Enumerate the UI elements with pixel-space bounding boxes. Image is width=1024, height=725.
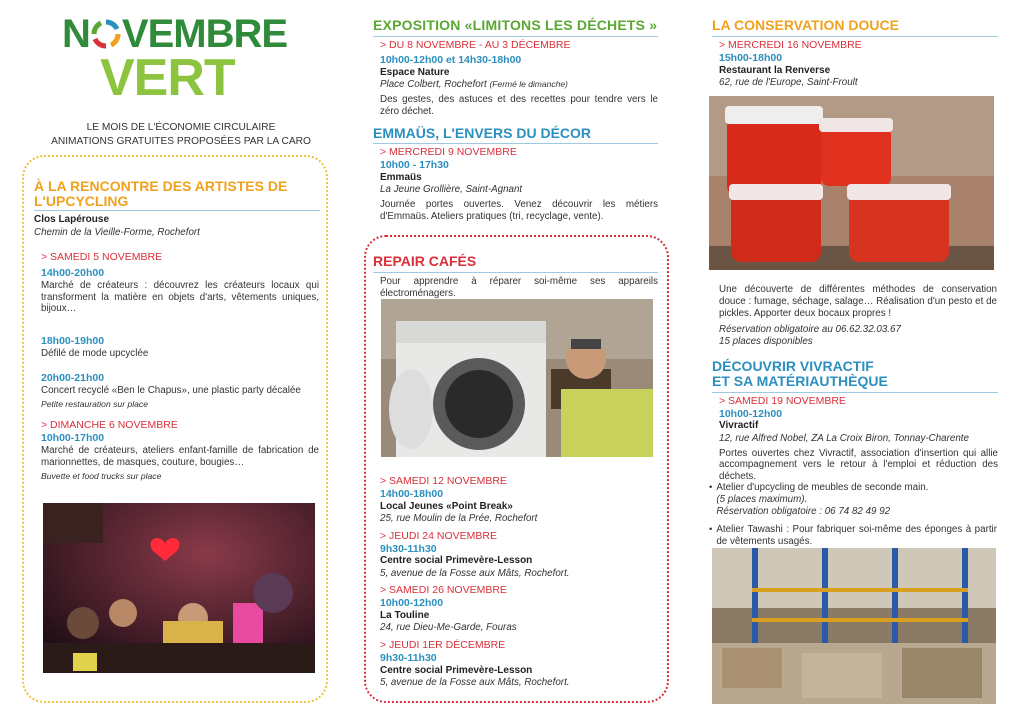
date-label: > MERCREDI 9 NOVEMBRE: [380, 146, 517, 159]
conservation-title: LA CONSERVATION DOUCE: [712, 17, 899, 33]
bullet-text: Atelier d'upcycling de meubles de seconde main.: [716, 482, 929, 493]
vivractif-address: 12, rue Alfred Nobel, ZA La Croix Biron, Tonnay-Charente: [719, 432, 969, 444]
date-label: > JEUDI 24 NOVEMBRE: [380, 529, 497, 542]
repair-session: [380, 530, 660, 580]
date-label: > SAMEDI 12 NOVEMBRE: [380, 475, 507, 487]
materiautheque-photo: [712, 548, 996, 704]
time-label: 15h00-18h00: [719, 51, 783, 64]
session-address: 25, rue Moulin de la Prée, Rochefort: [380, 512, 538, 524]
divider: [34, 210, 320, 211]
divider: [373, 143, 658, 144]
event-note: Buvette et food trucks sur place: [41, 470, 162, 481]
logo: [62, 14, 302, 106]
date-label: > SAMEDI 19 NOVEMBRE: [719, 394, 846, 407]
logo-line1: VEMBRE: [121, 12, 288, 56]
intro-line2: ANIMATIONS GRATUITES PROPOSÉES PAR LA CARO: [51, 135, 311, 147]
event-description: Marché de créateurs, ateliers enfant-famille de fabrication de marionnettes, de masques, couture, bougies…: [41, 444, 319, 468]
list-item: [709, 482, 997, 518]
time-label: 10h00-12h00: [719, 407, 783, 420]
session-address: 5, avenue de la Fosse aux Mâts, Rochefort.: [380, 567, 570, 579]
artistes-address: Chemin de la Vieille-Forme, Rochefort: [34, 226, 200, 238]
time-label: 10h00-17h00: [41, 432, 105, 445]
repair-photo: [381, 299, 653, 457]
date-label: > DU 8 NOVEMBRE - AU 3 DÉCEMBRE: [380, 39, 571, 52]
emmaus-title: EMMAÜS, L'ENVERS DU DÉCOR: [373, 125, 592, 141]
bullet-icon: •: [709, 523, 713, 535]
repair-session: [380, 584, 660, 634]
conservation-address: 62, rue de l'Europe, Saint-Froult: [719, 76, 858, 88]
bullet-icon: •: [709, 482, 713, 493]
event-description: Portes ouvertes chez Vivractif, association d'insertion qui allie accompagnement vers le retour à l'emploi et réduction des déchets.: [719, 447, 998, 483]
vivractif-section: [712, 359, 998, 483]
divider: [373, 272, 658, 273]
event-description: Une découverte de différentes méthodes de conservation douce : fumage, séchage, salage… Réalisation d'un pesto et de pickles. Apporter deux bocaux propres !: [719, 284, 997, 319]
date-label: > SAMEDI 5 NOVEMBRE: [41, 251, 163, 263]
session-place: La Touline: [380, 610, 430, 622]
session-place: Centre social Primevère-Lesson: [380, 664, 533, 676]
emmaus-section: [373, 126, 658, 223]
artistes-section: [34, 179, 320, 239]
event-description: Concert recyclé «Ben le Chapus», une plastic party décalée: [41, 384, 301, 396]
vivractif-bullets: [709, 482, 997, 548]
repair-title: REPAIR CAFÉS: [373, 253, 477, 269]
conservation-details: [719, 284, 997, 348]
time-label: 20h00-21h00: [41, 372, 105, 385]
event-description: Marché de créateurs : découvrez les créateurs locaux qui transforment la matière en objets d'arts, vêtements uniques, bijoux…: [41, 279, 319, 315]
upcycling-party-photo: [43, 503, 315, 673]
time-label: 18h00-19h00: [41, 335, 105, 348]
vivractif-place: Vivractif: [719, 420, 759, 432]
expo-address: Place Colbert, Rochefort (Fermé le dimanche): [380, 78, 568, 90]
repair-session: [380, 475, 660, 525]
intro: [36, 121, 326, 149]
expo-section: [373, 17, 658, 118]
vivractif-title-1: DÉCOUVRIR VIVRACTIF: [712, 358, 874, 374]
date-label: > MERCREDI 16 NOVEMBRE: [719, 39, 862, 52]
artistes-place: Clos Lapérouse: [34, 214, 110, 226]
repair-section: [373, 253, 658, 300]
date-label: > SAMEDI 26 NOVEMBRE: [380, 584, 507, 597]
bullet-note: Réservation obligatoire : 06 74 82 49 92: [716, 505, 891, 517]
event-description: Des gestes, des astuces et des recettes pour tendre vers le zéro déchet.: [380, 93, 658, 117]
event-description: Journée portes ouvertes. Venez découvrir les métiers d'Emmaüs. Ateliers pratiques (tri, recyclage, vente).: [380, 199, 658, 223]
repair-description: Pour apprendre à réparer soi-même ses appareils électroménagers.: [380, 276, 658, 300]
time-label: 9h30-11h30: [380, 651, 437, 664]
repair-session: [380, 639, 660, 689]
session-address: 24, rue Dieu-Me-Garde, Fouras: [380, 622, 517, 634]
time-label: 10h00 - 17h30: [380, 159, 449, 172]
bullet-note: (5 places maximum).: [716, 493, 808, 505]
logo-letter-n: N: [62, 12, 90, 56]
divider: [712, 392, 998, 393]
intro-line1: LE MOIS DE L'ÉCONOMIE CIRCULAIRE: [86, 122, 276, 133]
conservation-place: Restaurant la Renverse: [719, 64, 831, 76]
event-note: Petite restauration sur place: [41, 398, 149, 409]
emmaus-address: La Jeune Grollière, Saint-Agnant: [380, 184, 523, 196]
session-place: Local Jeunes «Point Break»: [380, 500, 513, 512]
expo-place: Espace Nature: [380, 66, 450, 78]
jars-photo: [709, 96, 994, 270]
time-label: 14h00-18h00: [380, 487, 444, 500]
artistes-program: [41, 251, 319, 481]
repair-sessions: [380, 475, 660, 689]
divider: [712, 36, 998, 37]
date-label: > DIMANCHE 6 NOVEMBRE: [41, 419, 178, 432]
session-place: Centre social Primevère-Lesson: [380, 555, 533, 567]
list-item: [709, 524, 997, 548]
time-label: 10h00-12h00: [380, 597, 444, 610]
conservation-section: [712, 17, 998, 89]
time-label: 10h00-12h00 et 14h30-18h00: [380, 53, 522, 66]
logo-line2: VERT: [100, 49, 235, 107]
expo-title: EXPOSITION «LIMITONS LES DÉCHETS »: [373, 17, 658, 33]
vivractif-title-2: ET SA MATÉRIAUTHÈQUE: [712, 373, 888, 390]
places-note: 15 places disponibles: [719, 335, 813, 347]
time-label: 9h30-11h30: [380, 542, 437, 555]
emmaus-place: Emmaüs: [380, 171, 422, 183]
time-label: 14h00-20h00: [41, 266, 105, 279]
divider: [373, 36, 658, 37]
session-address: 5, avenue de la Fosse aux Mâts, Rochefort.: [380, 676, 570, 688]
event-description: Défilé de mode upcyclée: [41, 348, 149, 360]
bullet-text: Atelier Tawashi : Pour fabriquer soi-même des éponges à partir de vêtements usagés.: [716, 523, 997, 547]
date-label: > JEUDI 1ER DÉCEMBRE: [380, 639, 506, 652]
artistes-title: À LA RENCONTRE DES ARTISTES DE L'UPCYCLING: [34, 178, 288, 209]
recycle-icon: [91, 16, 121, 46]
reservation-note: Réservation obligatoire au 06.62.32.03.67: [719, 323, 901, 335]
